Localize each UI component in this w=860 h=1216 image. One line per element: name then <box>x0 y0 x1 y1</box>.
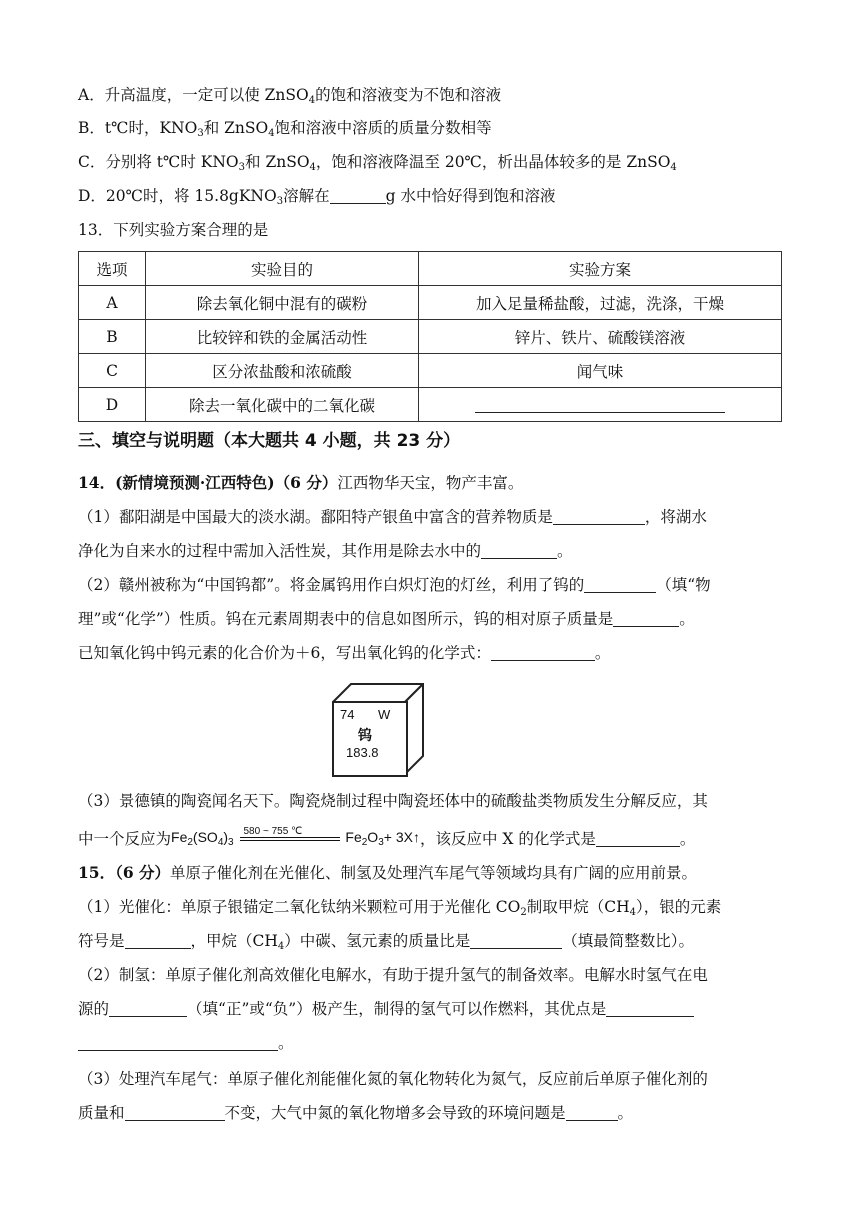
q15-part2-line1: （2）制氢：单原子催化剂高效催化电解水，有助于提升氢气的制备效率。电解水时氢气在电 <box>78 966 708 984</box>
q14-part3-line1: （3）景德镇的陶瓷闻名天下。陶瓷烧制过程中陶瓷坯体中的硫酸盐类物质发生分解反应，其 <box>78 792 708 810</box>
q15-part3-line2: 质量和 不变，大气中氮的氧化物增多会导致的环境问题是 。 <box>78 1104 634 1122</box>
table-cell: 区分浓盐酸和浓硫酸 <box>146 354 419 388</box>
q12-option-c: C．分别将 t℃时 $KNO_3$和 ZnSO$_4$，饱和溶液降温至 20℃，析出晶体较多的是 ZnSO$_4$ <box>78 153 677 173</box>
table-row <box>79 320 782 354</box>
atomic-mass: 183.8 <box>346 745 379 760</box>
answer-blank[interactable] <box>330 187 386 204</box>
reaction-arrow <box>238 827 342 849</box>
answer-blank[interactable] <box>475 396 725 413</box>
table-header: 选项 <box>79 252 146 286</box>
q14-stem: 14．(新情境预测·江西特色)（6 分）江西物华天宝，物产丰富。 <box>78 473 524 492</box>
table-cell: 比较锌和铁的金属活动性 <box>146 320 419 354</box>
table-cell: C <box>79 354 146 388</box>
answer-blank[interactable] <box>566 1104 618 1121</box>
table-header: 实验方案 <box>419 252 782 286</box>
q15-part1-line1: （1）光催化：单原子银锚定二氧化钛纳米颗粒可用于光催化 $CO_2$制取甲烷$(CH_4)$，银的元素 <box>78 898 722 918</box>
answer-blank[interactable] <box>78 1034 278 1051</box>
q15-part3-line1: （3）处理汽车尾气：单原子催化剂能催化氮的氧化物转化为氮气，反应前后单原子催化剂的 <box>78 1070 708 1088</box>
table-cell: 闻气味 <box>419 354 782 388</box>
table-row <box>79 286 782 320</box>
table-cell: 加入足量稀盐酸，过滤，洗涤，干燥 <box>419 286 782 320</box>
q15-part2-line2: 源的 （填“正”或“负”）极产生，制得的氢气可以作燃料，其优点是 <box>78 998 694 1020</box>
answer-blank[interactable] <box>470 932 562 949</box>
section-title: 三、填空与说明题（本大题共 4 小题，共 23 分） <box>78 431 461 451</box>
q12-option-d: D．20℃时，将 15.8gKNO$_3$溶解在 g 水中恰好得到饱和溶液 <box>78 187 556 207</box>
q14-part2-line1: （2）赣州被称为“中国钨都”。将金属钨用作白炽灯泡的灯丝，利用了钨的 （填“物 <box>78 576 711 594</box>
element-name: 钨 <box>358 728 372 744</box>
answer-blank[interactable] <box>481 542 557 559</box>
answer-blank[interactable] <box>491 644 595 661</box>
q14-part1-line1: （1）鄱阳湖是中国最大的淡水湖。鄱阳特产银鱼中富含的营养物质是 ，将湖水 <box>78 508 707 526</box>
table-header-row <box>79 252 782 286</box>
q15-part2-line3: 。 <box>78 1032 294 1054</box>
table-header: 实验目的 <box>146 252 419 286</box>
table-row <box>79 388 782 422</box>
table-cell: B <box>79 320 146 354</box>
chemical-equation: $Fe_2(SO_4)_3$ 580 ~ 755 ℃ $Fe_2O_3+$ 3X↑ <box>171 826 420 854</box>
answer-blank[interactable] <box>553 508 645 525</box>
element-symbol: W <box>378 707 391 722</box>
table-row <box>79 354 782 388</box>
atomic-number: 74 <box>340 707 355 722</box>
table-cell: 除去氧化铜中混有的碳粉 <box>146 286 419 320</box>
table-cell: A <box>79 286 146 320</box>
q12-option-a: A．升高温度，一定可以使 ZnSO$_4$的饱和溶液变为不饱和溶液 <box>78 86 502 106</box>
element-tile-tungsten <box>332 683 424 775</box>
answer-blank[interactable] <box>584 576 656 593</box>
answer-blank[interactable] <box>606 1000 694 1017</box>
reaction-condition: 580 ~ 755 ℃ <box>243 826 303 838</box>
answer-blank[interactable] <box>109 1000 187 1017</box>
table-cell: 锌片、铁片、硫酸镁溶液 <box>419 320 782 354</box>
answer-blank[interactable] <box>596 830 680 847</box>
table-cell: 除去一氧化碳中的二氧化碳 <box>146 388 419 422</box>
answer-blank[interactable] <box>613 610 679 627</box>
q12-option-b: B．t℃时，$KNO_3$和 ZnSO$_4$饱和溶液中溶质的质量分数相等 <box>78 119 492 139</box>
table-cell: D <box>79 388 146 422</box>
answer-blank[interactable] <box>125 1104 225 1121</box>
q15-stem: 15．（6 分）单原子催化剂在光催化、制氢及处理汽车尾气等领域均具有广阔的应用前景。 <box>78 863 698 882</box>
q13-stem: 13．下列实验方案合理的是 <box>78 221 269 239</box>
table-cell <box>419 388 782 422</box>
q14-part2-line3: 已知氧化钨中钨元素的化合价为＋6，写出氧化钨的化学式： 。 <box>78 644 611 662</box>
q15-part1-line2: 符号是 ，甲烷$(CH_4)$中碳、氢元素的质量比是 （填最简整数比）。 <box>78 932 695 952</box>
q14-part1-line2: 净化为自来水的过程中需加入活性炭，其作用是除去水中的 。 <box>78 542 573 560</box>
q13-table <box>78 251 782 422</box>
answer-blank[interactable] <box>125 932 191 949</box>
q14-part2-line2: 理”或“化学”）性质。钨在元素周期表中的信息如图所示，钨的相对原子质量是 。 <box>78 610 695 628</box>
q14-part3-line2: 中一个反应为$Fe_2(SO_4)_3$ 580 ~ 755 ℃ $Fe_2O_3+$ 3X↑，该反应中 X 的化学式是 。 <box>78 826 695 854</box>
